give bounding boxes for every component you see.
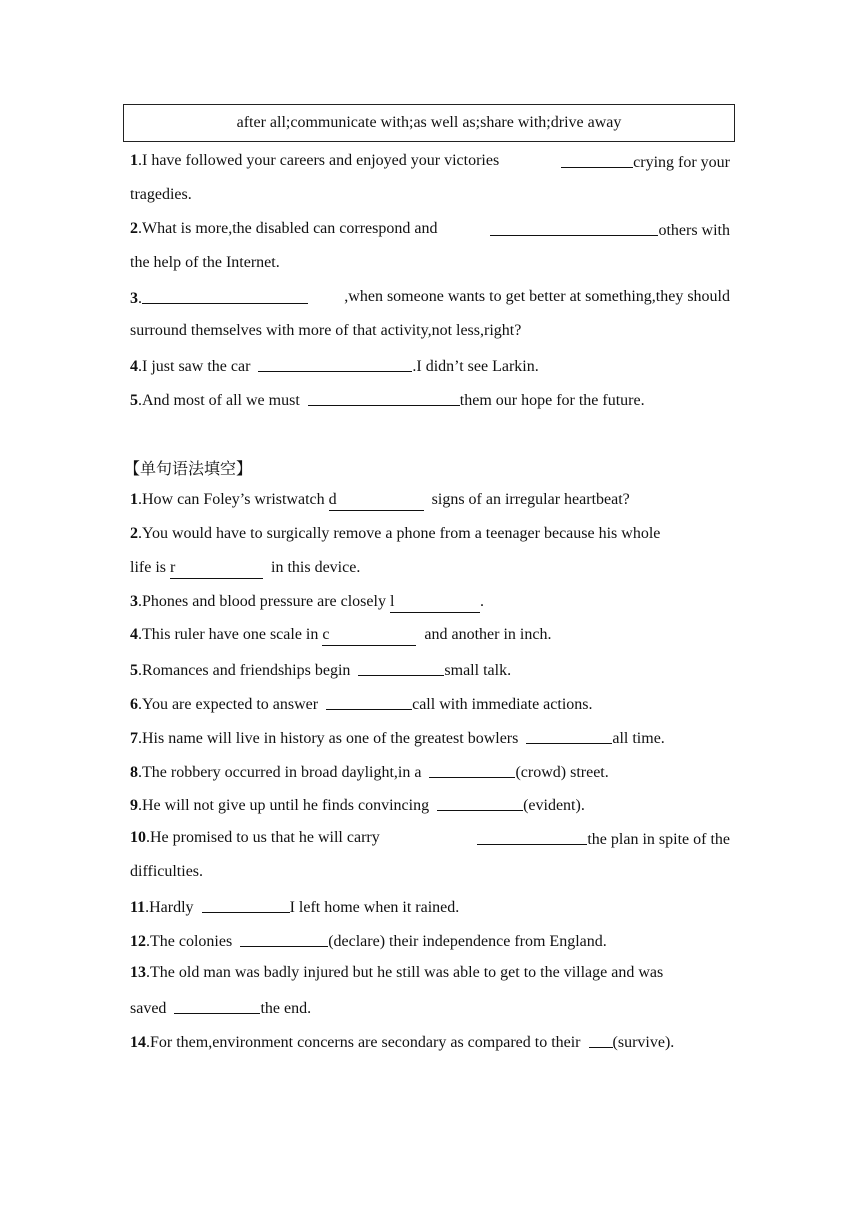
answer-blank[interactable] (202, 897, 290, 913)
question-text: others with (658, 222, 730, 239)
question-text: .You would have to surgically remove a phone from a teenager because his whole (138, 525, 661, 542)
part2-q1 (130, 490, 730, 511)
question-text: .How can Foley’s wristwatch (138, 491, 325, 508)
question-number: 12 (130, 933, 146, 950)
question-text: .The colonies (146, 933, 233, 950)
answer-blank[interactable] (142, 288, 308, 304)
question-text: (crowd) street. (515, 764, 609, 781)
hint-letter: d (328, 491, 337, 508)
question-number: 6 (130, 696, 138, 713)
part2-q6 (130, 693, 730, 715)
part2-q3 (130, 592, 730, 613)
question-number: 4 (130, 358, 138, 375)
part2-q5 (130, 659, 730, 681)
question-text: and another in inch. (424, 626, 552, 643)
question-text: .You are expected to answer (138, 696, 319, 713)
question-text: .Hardly (145, 899, 194, 916)
answer-blank[interactable] (258, 356, 412, 372)
part2-q10-line2: difficulties. (130, 863, 204, 880)
question-number: 9 (130, 797, 138, 814)
question-text: .I just saw the car (138, 358, 251, 375)
question-text: . (479, 593, 484, 610)
answer-blank[interactable] (174, 998, 260, 1014)
question-text: (evident). (523, 797, 585, 814)
answer-blank[interactable] (589, 1032, 613, 1048)
question-text: .The robbery occurred in broad daylight,in a (138, 764, 422, 781)
part1-q4 (130, 355, 730, 377)
part2-q8 (130, 761, 730, 783)
question-text: life is (130, 559, 166, 576)
question-number: 10 (130, 829, 146, 846)
question-number: 13 (130, 964, 146, 981)
answer-blank[interactable] (477, 829, 587, 845)
question-text: .I didn’t see Larkin. (412, 358, 539, 375)
question-text: .I have followed your careers and enjoyed your victories (138, 152, 500, 169)
question-text: I left home when it rained. (289, 899, 460, 916)
question-text: all time. (612, 730, 665, 747)
question-number: 11 (130, 899, 146, 916)
hint-letter: r (170, 559, 176, 576)
answer-blank[interactable] (490, 220, 658, 236)
question-number: 2 (130, 525, 138, 542)
question-number: 8 (130, 764, 138, 781)
question-number: 7 (130, 730, 138, 747)
question-text: (survive). (612, 1034, 675, 1051)
answer-blank[interactable] (240, 931, 328, 947)
part1-q1-line1 (130, 151, 730, 173)
question-text: .He promised to us that he will carry (146, 829, 380, 846)
question-text: signs of an irregular heartbeat? (431, 491, 630, 508)
question-number: 14 (130, 1034, 146, 1051)
question-text: .The old man was badly injured but he still was able to get to the village and was (146, 964, 664, 981)
part2-q13-line2 (130, 997, 730, 1019)
answer-blank[interactable] (170, 558, 263, 579)
answer-blank[interactable] (526, 728, 612, 744)
part2-q2-line1 (130, 524, 730, 544)
question-text: .His name will live in history as one of the greatest bowlers (138, 730, 519, 747)
part1-q2-line1 (130, 219, 730, 241)
hint-letter: c (322, 626, 330, 643)
part2-q2-line2 (130, 558, 730, 579)
word-bank-box (123, 104, 735, 142)
question-number: 3 (130, 593, 138, 610)
part2-q11 (130, 896, 730, 918)
part1-q1-line2: tragedies. (130, 186, 192, 203)
question-number: 3 (130, 290, 138, 307)
part2-q9 (130, 794, 730, 816)
question-number: 2 (130, 220, 138, 237)
question-text: .For them,environment concerns are secondary as compared to their (146, 1034, 581, 1051)
question-number: 5 (130, 392, 138, 409)
question-text: .This ruler have one scale in (138, 626, 319, 643)
question-text: .He will not give up until he finds convincing (138, 797, 430, 814)
part1-q2-line2: the help of the Internet. (130, 254, 280, 271)
question-text: .And most of all we must (138, 392, 300, 409)
part2-q14 (130, 1031, 730, 1053)
question-text: them our hope for the future. (459, 392, 645, 409)
answer-blank[interactable] (322, 625, 416, 646)
part2-q12 (130, 930, 730, 952)
answer-blank[interactable] (326, 694, 412, 710)
question-text: small talk. (444, 662, 512, 679)
answer-blank[interactable] (308, 390, 460, 406)
question-text: .Romances and friendships begin (138, 662, 351, 679)
answer-blank[interactable] (390, 592, 480, 613)
question-number: 1 (130, 152, 138, 169)
question-text: .Phones and blood pressure are closely (138, 593, 386, 610)
hint-letter: l (389, 593, 395, 610)
question-number: 4 (130, 626, 138, 643)
word-bank-text: after all;communicate with;as well as;share with;drive away (236, 114, 622, 131)
question-number: 5 (130, 662, 138, 679)
question-text: . (138, 290, 142, 307)
answer-blank[interactable] (358, 660, 444, 676)
question-text: (declare) their independence from England. (328, 933, 607, 950)
part2-q4 (130, 625, 730, 646)
question-text: .What is more,the disabled can correspond and (138, 220, 438, 237)
question-text: call with immediate actions. (412, 696, 593, 713)
part1-q3-line2: surround themselves with more of that activity,not less,right? (130, 322, 522, 339)
answer-blank[interactable] (429, 762, 515, 778)
part1-q5 (130, 389, 730, 411)
question-text: the plan in spite of the (587, 831, 730, 848)
part2-q13-line1 (130, 963, 730, 983)
section-title: 【单句语法填空】 (124, 459, 253, 478)
part2-q7 (130, 727, 730, 749)
question-text: saved (130, 1000, 167, 1017)
answer-blank[interactable] (437, 795, 523, 811)
part2-q10-line1 (130, 828, 730, 850)
answer-blank[interactable] (561, 152, 633, 168)
answer-blank[interactable] (329, 490, 424, 511)
question-text: in this device. (271, 559, 361, 576)
question-number: 1 (130, 491, 138, 508)
part1-q3-line1 (130, 287, 730, 309)
question-text: crying for your (633, 154, 730, 171)
question-text: the end. (260, 1000, 312, 1017)
question-text: ,when someone wants to get better at something,they should (344, 288, 730, 305)
